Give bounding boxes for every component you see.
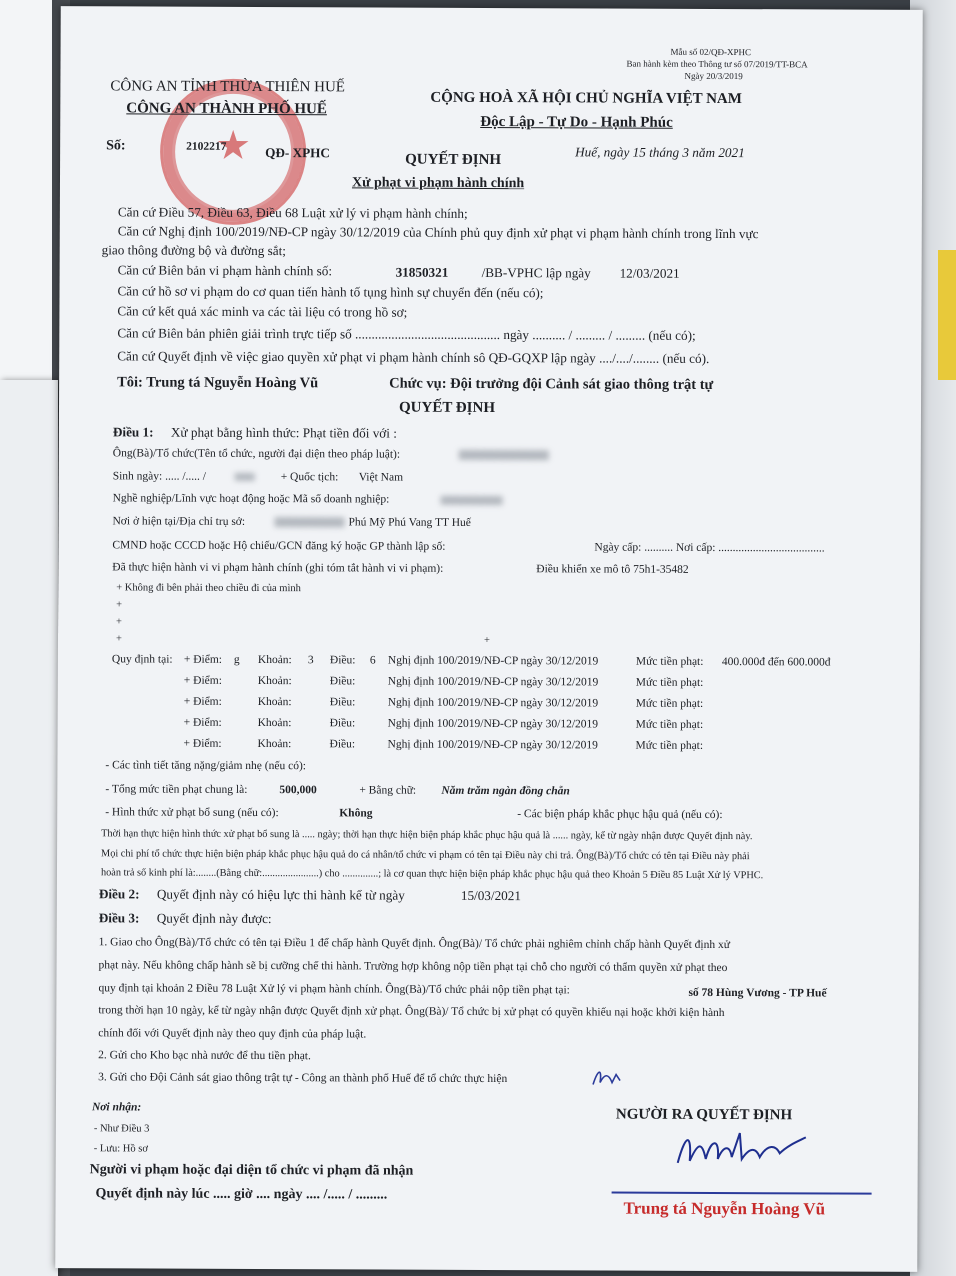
dieu3-p6: 2. Gửi cho Kho bạc nhà nước để thu tiền phạt.	[98, 1049, 311, 1063]
document-date: Huế, ngày 15 tháng 3 năm 2021	[575, 144, 745, 161]
signature-line	[612, 1192, 872, 1195]
violation-1: + Không đi bên phải theo chiều đi của mình	[116, 582, 301, 595]
redacted-address	[274, 517, 344, 527]
form-number: Mẫu số 02/QĐ-XPHC	[670, 46, 752, 58]
violation-3: +	[116, 616, 123, 628]
bienban-number: 31850321	[395, 264, 449, 280]
dieu1-id: CMND hoặc CCCD hoặc Hộ chiếu/GCN đăng ký hoặc GP thành lập số:	[112, 539, 446, 553]
violation-plus: +	[483, 634, 490, 647]
regulation-row: + Điểm: Khoản: Điều: Nghị định 100/2019/NĐ-CP ngày 30/12/2019 Mức tiền phạt:	[183, 674, 704, 689]
officer-name-stamp: Trung tá Nguyễn Hoàng Vũ	[623, 1198, 826, 1219]
recipient-1: - Như Điều 3	[93, 1123, 150, 1135]
dieu3-p1: 1. Giao cho Ông(Bà)/Tổ chức có tên tại Điều 1 để chấp hành Quyết định. Ông(Bà)/ Tổ chức phải nghiêm chỉnh chấp hành Quyết định xử	[98, 936, 731, 952]
basis-4: Căn cứ hồ sơ vi phạm do cơ quan tiến hành tố tụng hình sự chuyển đến (nếu có);	[117, 283, 544, 301]
bienban-date: 12/03/2021	[619, 265, 680, 281]
dieu1-behavior-value: Điều khiển xe mô tô 75h1-35482	[536, 563, 689, 576]
redacted-occupation	[441, 496, 503, 505]
basis-1: Căn cứ Điều 57, Điều 63, Điều 68 Luật xử lý vi phạm hành chính;	[117, 204, 468, 221]
note-1: Thời hạn thực hiện hình thức xử phạt bổ sung là ..... ngày; thời hạn thực hiện biện pháp khắc phục hậu quả là ...... ngày, kể từ ngày nhận được Quyết định này.	[101, 828, 753, 843]
note-3: hoàn trả số kinh phí là:........(Bằng chữ:......................) cho ..............; là cơ quan thực hiện biện pháp khắc phục hậu quả theo Khoản 5 Điều 85 Luật Xử lý VPHC.	[100, 867, 764, 882]
basis-5: Căn cứ kết quả xác minh va các tài liệu có trong hồ sơ;	[117, 303, 408, 320]
dieu3-p4: trong thời hạn 10 ngày, kể từ ngày nhận được Quyết định xử phạt. Ông(Bà)/ Tổ chức bị xử phạt có quyền khiếu nại hoặc khởi kiện hành	[98, 1004, 725, 1020]
form-circular: Ban hành kèm theo Thông tư số 07/2019/TT-BCA	[626, 58, 808, 70]
paper-edge-top-left	[0, 0, 52, 390]
so-label: Số:	[106, 138, 126, 154]
offender-received: Người vi phạm hoặc đại diện tổ chức vi phạm đã nhận	[89, 1162, 414, 1179]
red-seal-icon: ★	[160, 79, 307, 226]
regulation-row: + Điểm: Khoản: Điều: Nghị định 100/2019/NĐ-CP ngày 30/12/2019 Mức tiền phạt:	[183, 695, 704, 710]
officer-name: Tôi: Trung tá Nguyễn Hoàng Vũ	[117, 374, 319, 392]
total-fine-label: - Tổng mức tiền phạt chung là:	[105, 783, 248, 796]
dieu1-head: Điều 1:	[112, 424, 154, 440]
decision-heading: QUYẾT ĐỊNH	[398, 399, 496, 417]
regulation-row: Quy định tại: + Điểm: g Khoản: 3 Điều: 6 Nghị định 100/2019/NĐ-CP ngày 30/12/2019 Mức tiền phạt: 400.000đ đến 600.000đ	[111, 653, 831, 669]
regulation-row: + Điểm: Khoản: Điều: Nghị định 100/2019/NĐ-CP ngày 30/12/2019 Mức tiền phạt:	[183, 737, 704, 752]
form-date: Ngày 20/3/2019	[684, 70, 743, 82]
so-suffix: QĐ- XPHC	[265, 145, 330, 161]
note-2: Mọi chi phí tổ chức thực hiện biện pháp khắc phục hậu quả do cá nhân/tổ chức vi phạm có tên tại Điều này chi trả. Ông(Bà)/Tổ chức có tên tại Điều này phải	[101, 848, 750, 863]
basis-2b: giao thông đường bộ và đường sắt;	[101, 242, 287, 259]
dieu1-person: Ông(Bà)/Tổ chức(Tên tổ chức, người đại diện theo pháp luật):	[112, 447, 401, 461]
total-fine-value: 500,000	[279, 784, 317, 797]
dieu2-head: Điều 2:	[98, 886, 140, 902]
payment-place: số 78 Hùng Vương - TP Huế	[688, 986, 827, 1000]
nation-line1: CỘNG HOÀ XÃ HỘI CHỦ NGHĨA VIỆT NAM	[430, 89, 742, 108]
additional-penalty-value: Không	[339, 807, 373, 820]
redacted-name	[459, 450, 549, 460]
regulation-row: + Điểm: Khoản: Điều: Nghị định 100/2019/NĐ-CP ngày 30/12/2019 Mức tiền phạt:	[183, 716, 704, 731]
recipients-label: Nơi nhận:	[91, 1101, 142, 1114]
signature-icon	[672, 1123, 812, 1180]
in-words-value: Năm trăm ngàn đồng chẵn	[441, 784, 570, 798]
initials-signature-icon	[590, 1064, 626, 1090]
decision-document	[55, 6, 922, 1272]
issuer-signature-title: NGƯỜI RA QUYẾT ĐỊNH	[615, 1106, 793, 1124]
basis-3: Căn cứ Biên bản vi phạm hành chính số:	[117, 262, 333, 279]
dieu2-text: Quyết định này có hiệu lực thi hành kể từ ngày	[156, 886, 405, 903]
dieu3-p3: quy định tại khoản 2 Điều 78 Luật Xử lý vi phạm hành chính. Ông(Bà)/Tổ chức phải nộp tiền phạt tại:	[98, 982, 570, 997]
so-value: 2102217	[186, 140, 227, 153]
yellow-tab	[938, 250, 956, 380]
aggravating-factors: - Các tình tiết tăng nặng/giảm nhẹ (nếu có):	[105, 759, 307, 773]
title-main: QUYẾT ĐỊNH	[405, 151, 502, 169]
dieu3-head: Điều 3:	[98, 910, 140, 926]
issuer-line2: CÔNG AN THÀNH PHỐ HUẾ	[126, 100, 327, 118]
violation-2: +	[116, 599, 123, 611]
nationality-value: Việt Nam	[358, 471, 404, 484]
dieu2-date: 15/03/2021	[460, 887, 521, 904]
violation-4: +	[115, 633, 122, 645]
paper-edge-left	[0, 380, 58, 1276]
additional-penalty-label: - Hình thức xử phạt bổ sung (nếu có):	[105, 806, 279, 820]
dieu3-p2: phạt này. Nếu không chấp hành sẽ bị cưỡng chế thi hành. Trường hợp không nộp tiền phạt tại chỗ cho người có thẩm quyền xử phạt theo	[98, 959, 728, 975]
in-words-label: + Bằng chữ:	[359, 784, 417, 797]
dieu1-behavior-label: Đã thực hiện hành vi vi phạm hành chính (ghi tóm tắt hành vi vi phạm):	[112, 561, 444, 575]
nation-line2: Độc Lập - Tự Do - Hạnh Phúc	[480, 113, 673, 131]
dieu1-address-value: Phú Mỹ Phú Vang TT Huế	[348, 516, 471, 529]
dieu1-address-label: Nơi ở hiện tại/Địa chỉ trụ sở:	[112, 515, 246, 528]
basis-7: Căn cứ Quyết định về việc giao quyền xử phạt vi phạm hành chính sô QĐ-GQXP lập ngày ..../..../........ (nếu có).	[117, 348, 710, 366]
received-time: Quyết định này lúc ..... giờ .... ngày .... /..... / .........	[95, 1186, 388, 1203]
basis-2: Căn cứ Nghị định 100/2019/NĐ-CP ngày 30/12/2019 của Chính phủ quy định xử phạt vi phạm hành chính trong lĩnh vực	[117, 223, 759, 242]
basis-6: Căn cứ Biên bản phiên giải trình trực tiếp số ............................................ ngày .......... / ......... / ......... (nếu có);	[117, 325, 696, 343]
dieu1-occupation: Nghề nghiệp/Lĩnh vực hoạt động hoặc Mã số doanh nghiệp:	[112, 492, 390, 506]
dieu1-birthdate: Sinh ngày: ..... /..... /	[112, 470, 207, 483]
nationality-label: + Quốc tịch:	[280, 471, 339, 484]
title-sub: Xử phạt vi phạm hành chính	[351, 175, 525, 192]
dieu3-text: Quyết định này được:	[156, 910, 272, 927]
dieu1-issue-date: Ngày cấp: .......... Nơi cấp: .....................................	[594, 541, 825, 555]
officer-position: Chức vụ: Đội trưởng đội Cảnh sát giao thông trật tự	[389, 375, 714, 393]
issuer-line1: CÔNG AN TỈNH THỪA THIÊN HUẾ	[110, 78, 346, 96]
redacted-birthyear	[235, 473, 255, 481]
remedial-measures: - Các biện pháp khắc phục hậu quả (nếu có):	[517, 808, 723, 822]
recipient-2: - Lưu: Hồ sơ	[93, 1143, 148, 1155]
dieu3-p5: chính đối với Quyết định này theo quy định của pháp luật.	[98, 1027, 367, 1041]
dieu3-p7: 3. Gửi cho Đội Cảnh sát giao thông trật tự - Công an thành phố Huế để tổ chức thực hiện	[98, 1071, 508, 1086]
bienban-suffix: /BB-VPHC lập ngày	[481, 264, 591, 281]
dieu1-text: Xử phạt bằng hình thức: Phạt tiền đối với :	[170, 424, 397, 441]
